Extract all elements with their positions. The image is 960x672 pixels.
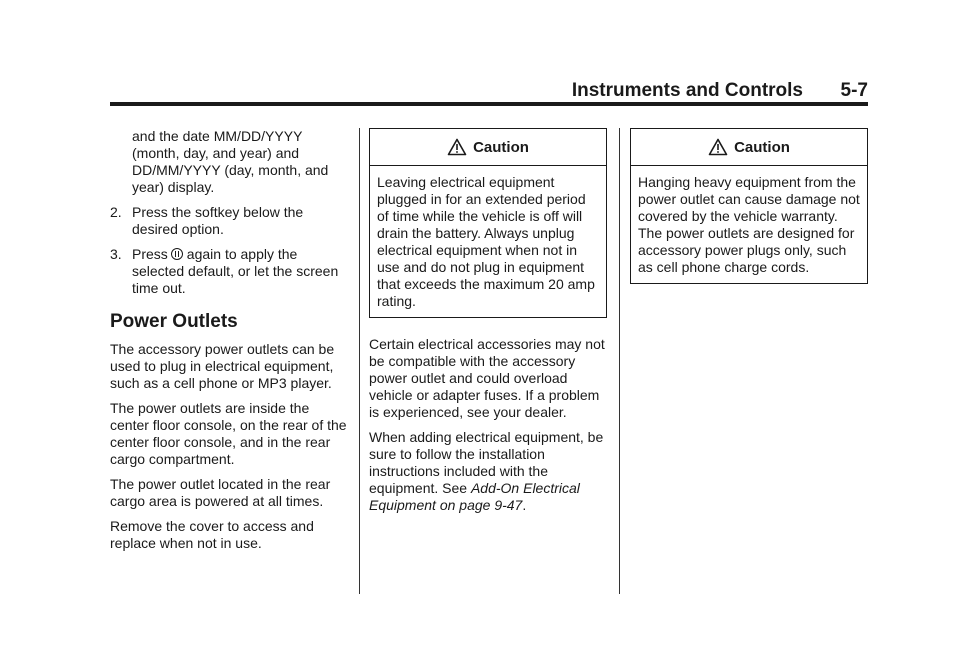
caution-box	[369, 128, 607, 318]
caution-title: Caution	[734, 138, 790, 156]
caution-text: Leaving electrical equipment plugged in for an extended period of time while the vehicle is off will drain the battery. Always unplug electrical equipment when not in use and do not plug in equipment that exceeds the maximum 20 amp rating.	[377, 174, 595, 309]
column-divider	[619, 128, 620, 594]
home-key-icon	[171, 248, 183, 260]
step-number: 2.	[110, 204, 122, 220]
column-left	[110, 128, 350, 560]
paragraph: The accessory power outlets can be used to plug in electrical equipment, such as a cell phone or MP3 player.	[110, 341, 335, 391]
column-middle	[369, 128, 609, 522]
caution-header	[370, 129, 606, 166]
paragraph: Remove the cover to access and replace when not in use.	[110, 518, 314, 551]
section-heading: Power Outlets	[110, 311, 238, 332]
step-text-post: again to apply the selected default, or let the screen time out.	[132, 246, 339, 296]
paragraph: The power outlets are inside the center floor console, on the rear of the center floor console, and in the rear cargo compartment.	[110, 400, 347, 467]
paragraph: The power outlet located in the rear cargo area is powered at all times.	[110, 476, 331, 509]
warning-icon	[708, 138, 728, 156]
step-text: Press the softkey below the desired option.	[132, 204, 304, 237]
paragraph	[369, 429, 609, 514]
paragraph-text: When adding electrical equipment, be sure to follow the installation instructions included with the equipment. See	[369, 429, 604, 496]
caution-header	[631, 129, 867, 166]
caution-box	[630, 128, 868, 284]
step-3	[110, 246, 350, 297]
step-text	[132, 246, 350, 297]
cross-reference-link[interactable]: Add-On Electrical Equipment on page 9-47	[369, 480, 580, 513]
step-number: 3.	[110, 246, 122, 262]
intro-continuation: and the date MM/DD/YYYY (month, day, and year) and DD/MM/YYYY (day, month, and year) display.	[132, 128, 329, 195]
paragraph-end: .	[522, 497, 527, 513]
page-number: 5-7	[840, 80, 868, 101]
step-2	[110, 204, 350, 238]
header-rule	[110, 102, 868, 106]
warning-icon	[447, 138, 467, 156]
paragraph: Certain electrical accessories may not be compatible with the accessory power outlet and could overload vehicle or adapter fuses. If a problem is experienced, see your dealer.	[369, 336, 605, 420]
caution-title: Caution	[473, 138, 529, 156]
section-title: Instruments and Controls	[571, 80, 803, 101]
step-text-pre: Press	[132, 246, 168, 262]
column-divider	[359, 128, 360, 594]
caution-text: Hanging heavy equipment from the power outlet can cause damage not covered by the vehicle warranty. The power outlets are designed for accessory power plugs only, such as cell phone charge cords.	[638, 174, 860, 275]
column-right	[630, 128, 870, 284]
